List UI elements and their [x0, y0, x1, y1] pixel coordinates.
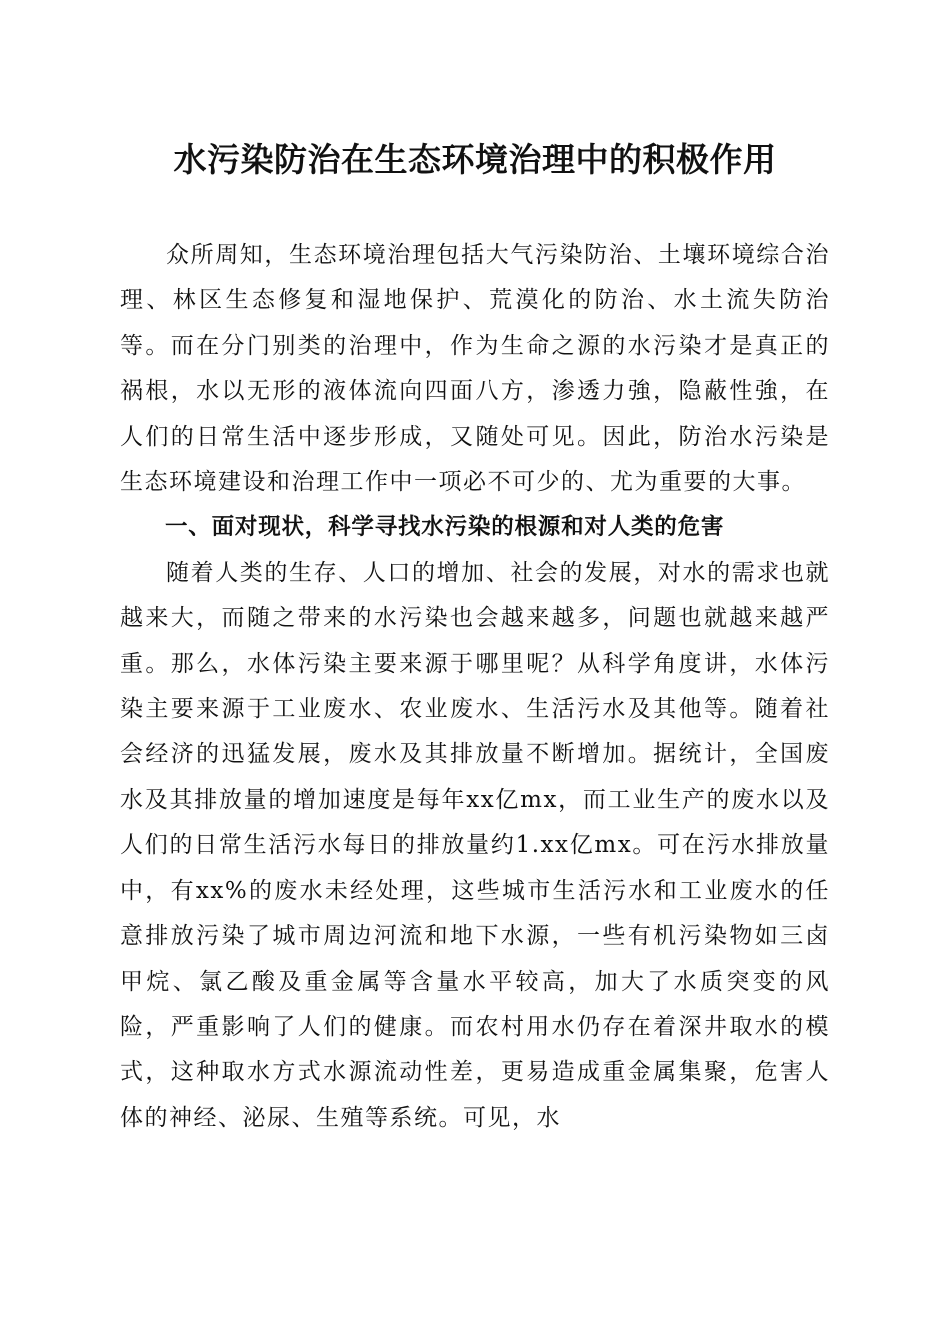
section-1-paragraph: 随着人类的生存、人口的增加、社会的发展，对水的需求也就越来大，而随之带来的水污染也会越来越多，问题也就越来越严重。那么，水体污染主要来源于哪里呢？从科学角度讲，水体污染主要来源于工业废水、农业废水、生活污水及其他等。随着社会经济的迅猛发展，废水及其排放量不断增加。据统计，全国废水及其排放量的增加速度是每年xx亿mx，而工业生产的废水以及人们的日常生活污水每日的排放量约1.xx亿mx。可在污水排放量中，有xx%的废水未经处理，这些城市生活污水和工业废水的任意排放污染了城市周边河流和地下水源，一些有机污染物如三卤甲烷、氯乙酸及重金属等含量水平较高，加大了水质突变的风险，严重影响了人们的健康。而农村用水仍存在着深井取水的模式，这种取水方式水源流动性差，更易造成重金属集聚，危害人体的神经、泌尿、生殖等系统。可见，水	[120, 559, 830, 1131]
intro-paragraph: 众所周知，生态环境治理包括大气污染防治、土壤环境综合治理、林区生态修复和湿地保护、荒漠化的防治、水土流失防治等。而在分门别类的治理中，作为生命之源的水污染才是真正的祸根，水以无形的液体流向四面八方，渗透力強，隐蔽性強，在人们的日常生活中逐步形成，又随处可见。因此，防治水污染是生态环境建设和治理工作中一项必不可少的、尤为重要的大事。	[120, 242, 830, 496]
section-heading-1: 一、面对现状，科学寻找水污染的根源和对人类的危害	[165, 514, 725, 541]
document-title: 水污染防治在生态环境治理中的积极作用	[173, 140, 777, 179]
document-body	[120, 233, 830, 1141]
